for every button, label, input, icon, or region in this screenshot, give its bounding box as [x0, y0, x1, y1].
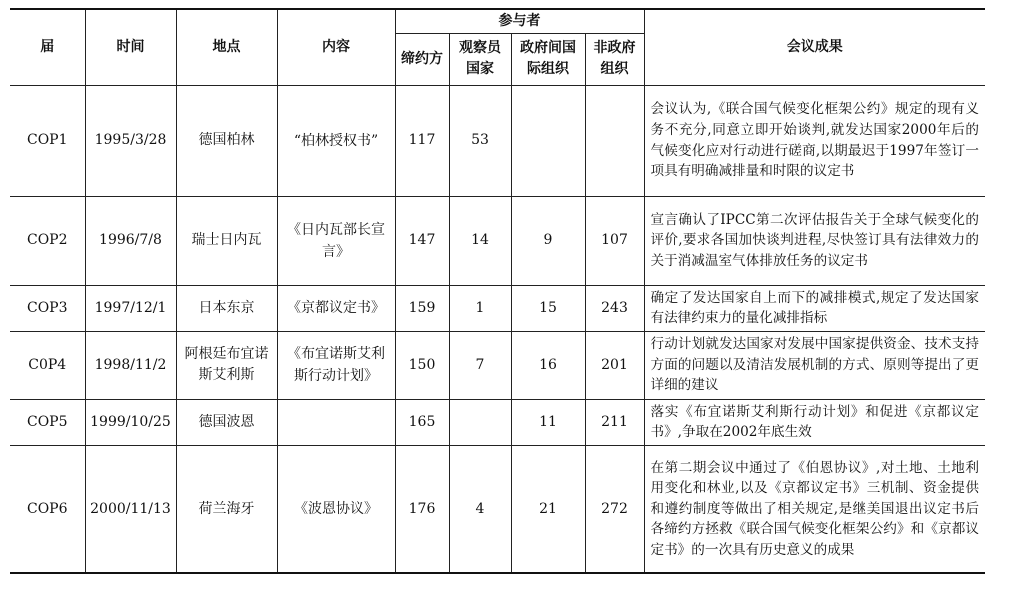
cell-session: COP3	[10, 285, 85, 331]
cell-content: 《波恩协议》	[277, 445, 395, 573]
cell-parties: 159	[395, 285, 449, 331]
cell-observers: 1	[449, 285, 511, 331]
cell-time: 1995/3/28	[85, 85, 176, 196]
table-row	[10, 331, 985, 399]
cell-content	[277, 399, 395, 445]
table-row	[10, 196, 985, 285]
cell-time: 1999/10/25	[85, 399, 176, 445]
header-place: 地点	[176, 9, 277, 85]
cell-ngo	[585, 85, 644, 196]
cell-session: C0P4	[10, 331, 85, 399]
table-row	[10, 445, 985, 573]
table-row	[10, 285, 985, 331]
header-igo: 政府间国际组织	[511, 33, 585, 85]
cell-place: 德国波恩	[176, 399, 277, 445]
cell-session: COP2	[10, 196, 85, 285]
header-content: 内容	[277, 9, 395, 85]
cell-ngo: 272	[585, 445, 644, 573]
cell-result: 会议认为,《联合国气候变化框架公约》规定的现有义务不充分,同意立即开始谈判,就发达国家2000年后的气候变化应对行动进行磋商,以期最迟于1997年签订一项具有明确减排量和时限的议定书	[644, 85, 985, 196]
cell-result: 落实《布宜诺斯艾利斯行动计划》和促进《京都议定书》,争取在2002年底生效	[644, 399, 985, 445]
cell-igo	[511, 85, 585, 196]
cell-content: 《日内瓦部长宣言》	[277, 196, 395, 285]
cell-observers: 4	[449, 445, 511, 573]
cell-time: 1997/12/1	[85, 285, 176, 331]
header-session: 届	[10, 9, 85, 85]
cell-place: 荷兰海牙	[176, 445, 277, 573]
header-participants: 参与者	[395, 9, 644, 33]
cell-igo: 16	[511, 331, 585, 399]
cell-time: 1996/7/8	[85, 196, 176, 285]
cell-observers: 14	[449, 196, 511, 285]
cell-content: 《布宜诺斯艾利斯行动计划》	[277, 331, 395, 399]
cell-igo: 11	[511, 399, 585, 445]
cell-parties: 165	[395, 399, 449, 445]
cell-parties: 150	[395, 331, 449, 399]
cell-igo: 21	[511, 445, 585, 573]
cell-result: 行动计划就发达国家对发展中国家提供资金、技术支持方面的问题以及清洁发展机制的方式、原则等提出了更详细的建议	[644, 331, 985, 399]
cell-parties: 176	[395, 445, 449, 573]
cell-ngo: 107	[585, 196, 644, 285]
cell-place: 瑞士日内瓦	[176, 196, 277, 285]
cell-place: 阿根廷布宜诺斯艾利斯	[176, 331, 277, 399]
cell-session: COP5	[10, 399, 85, 445]
header-observers: 观察员国家	[449, 33, 511, 85]
cell-ngo: 243	[585, 285, 644, 331]
cell-session: COP1	[10, 85, 85, 196]
cell-content: “柏林授权书”	[277, 85, 395, 196]
cell-igo: 15	[511, 285, 585, 331]
cell-parties: 147	[395, 196, 449, 285]
cell-observers: 53	[449, 85, 511, 196]
header-ngo: 非政府组织	[585, 33, 644, 85]
cell-time: 1998/11/2	[85, 331, 176, 399]
cell-time: 2000/11/13	[85, 445, 176, 573]
cell-ngo: 211	[585, 399, 644, 445]
cell-session: COP6	[10, 445, 85, 573]
cell-result: 宣言确认了IPCC第二次评估报告关于全球气候变化的评价,要求各国加快谈判进程,尽快签订具有法律效力的关于消减温室气体排放任务的议定书	[644, 196, 985, 285]
table-row	[10, 399, 985, 445]
cell-igo: 9	[511, 196, 585, 285]
cell-ngo: 201	[585, 331, 644, 399]
cell-content: 《京都议定书》	[277, 285, 395, 331]
cell-observers: 7	[449, 331, 511, 399]
cell-place: 德国柏林	[176, 85, 277, 196]
header-result: 会议成果	[644, 9, 985, 85]
header-time: 时间	[85, 9, 176, 85]
header-parties: 缔约方	[395, 33, 449, 85]
cell-observers	[449, 399, 511, 445]
cell-place: 日本东京	[176, 285, 277, 331]
cell-result: 在第二期会议中通过了《伯恩协议》,对土地、土地利用变化和林业,以及《京都议定书》三机制、资金提供和遵约制度等做出了相关规定,是继美国退出议定书后各缔约方拯救《联合国气候变化框架公约》和《京都议定书》的一次具有历史意义的成果	[644, 445, 985, 573]
table-row	[10, 85, 985, 196]
cell-parties: 117	[395, 85, 449, 196]
cell-result: 确定了发达国家自上而下的减排模式,规定了发达国家有法律约束力的量化减排指标	[644, 285, 985, 331]
cop-sessions-table	[10, 8, 985, 574]
